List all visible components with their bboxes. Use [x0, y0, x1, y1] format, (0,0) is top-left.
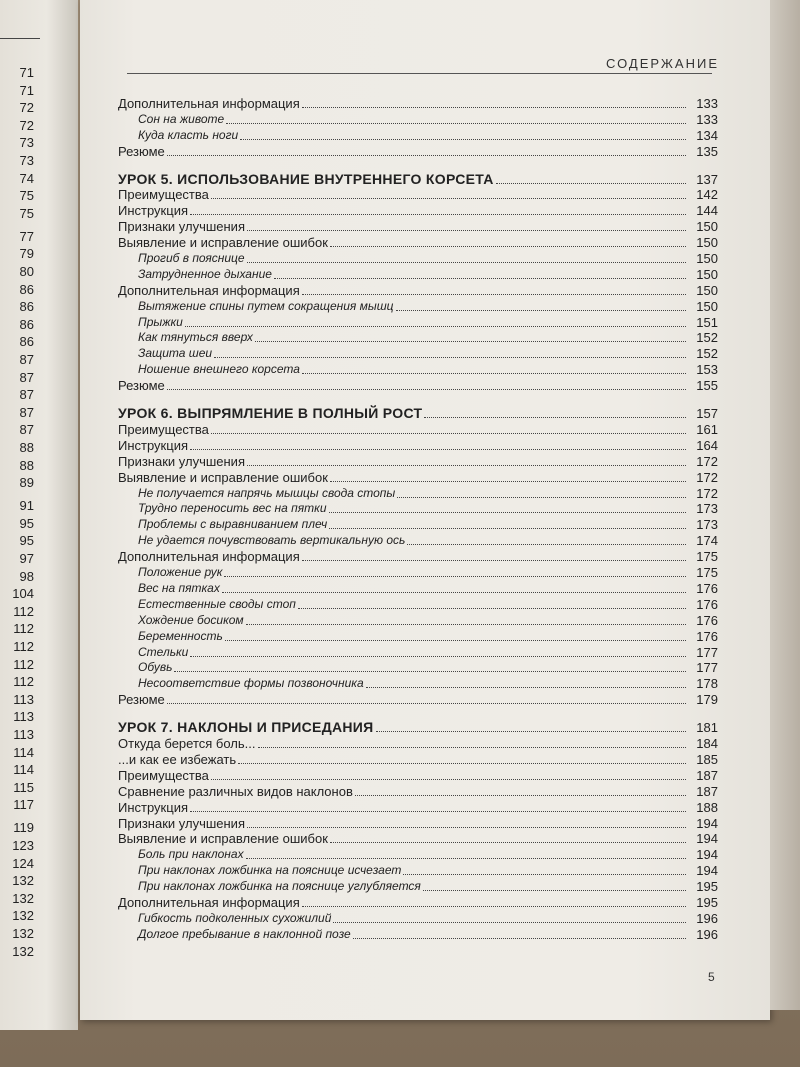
toc-entry-title: Преимущества [118, 767, 209, 783]
dot-leader [302, 906, 686, 907]
toc-entry [118, 453, 718, 469]
toc-entry-page: 195 [696, 879, 718, 895]
toc-entry-title: Прыжки [138, 314, 183, 329]
toc-subentry [118, 564, 718, 580]
left-page-number: 89 [19, 475, 34, 491]
dot-leader [329, 512, 686, 513]
toc-subentry [118, 314, 718, 330]
dot-leader [167, 389, 686, 390]
dot-leader [246, 624, 686, 625]
toc-entry-title: Положение рук [138, 565, 223, 580]
left-page-number: 123 [12, 838, 34, 853]
toc-entry-page: 172 [696, 469, 718, 485]
left-page-number: 74 [19, 170, 34, 186]
toc-entry [118, 548, 718, 564]
left-page-number: 132 [12, 890, 34, 906]
toc-entry [118, 377, 718, 393]
toc-entry [118, 691, 718, 707]
dot-leader [224, 576, 686, 577]
toc-entry-page: 175 [696, 549, 718, 565]
left-page-number: 72 [19, 100, 34, 116]
toc-entry-title: Не удается почувствовать вертикальную ось [138, 533, 406, 548]
dot-leader [211, 433, 686, 434]
toc-entry [118, 783, 718, 799]
toc-entry-page: 176 [696, 612, 718, 628]
toc-entry-title: Ношение внешнего корсета [138, 362, 300, 377]
toc-subentry [118, 127, 718, 143]
toc-subentry [118, 580, 718, 596]
toc-entry-title: Как тянуться вверх [138, 330, 253, 345]
toc-entry-page: 152 [696, 346, 718, 362]
toc-entry-page: 187 [696, 767, 718, 783]
dot-leader [302, 560, 686, 561]
left-page-number: 91 [19, 498, 34, 514]
left-page-number: 132 [12, 908, 34, 924]
left-page-number: 86 [19, 316, 34, 332]
toc-entry-page: 135 [696, 143, 718, 159]
dot-leader [247, 262, 686, 263]
dot-leader [190, 214, 686, 215]
left-page-number: 86 [19, 281, 34, 297]
toc-entry-title: Обувь [138, 660, 173, 675]
table-of-contents [118, 95, 718, 942]
dot-leader [211, 779, 686, 780]
toc-entry-title: Откуда берется боль... [118, 736, 256, 752]
toc-entry-page: 194 [696, 863, 718, 879]
toc-entry-page: 142 [696, 187, 718, 203]
dot-leader [424, 417, 686, 418]
toc-entry [118, 202, 718, 218]
toc-subentry [118, 910, 718, 926]
left-page-number: 132 [12, 943, 34, 959]
toc-entry-title: Долгое пребывание в наклонной позе [138, 926, 351, 941]
toc-entry-page: 152 [696, 330, 718, 346]
toc-lesson-heading [118, 713, 718, 735]
left-page-number: 117 [13, 797, 34, 813]
toc-entry [118, 437, 718, 453]
dot-leader [355, 795, 686, 796]
toc-entry-page: 173 [696, 517, 718, 533]
toc-subentry [118, 516, 718, 532]
toc-entry-page: 164 [696, 437, 718, 453]
toc-subentry [118, 926, 718, 942]
dot-leader [396, 310, 686, 311]
dot-leader [190, 449, 686, 450]
toc-subentry [118, 612, 718, 628]
left-page-rule [0, 38, 40, 39]
toc-entry-title: Гибкость подколенных сухожилий [138, 910, 332, 925]
left-page-number: 73 [19, 153, 34, 168]
left-page-number: 112 [13, 603, 34, 619]
toc-entry-title: Выявление и исправление ошибок [118, 235, 328, 251]
toc-entry-title: ...и как ее избежать [118, 751, 237, 767]
dot-leader [174, 671, 686, 672]
left-page-number: 132 [12, 926, 34, 941]
left-page-number: 112 [13, 639, 34, 654]
page-edge [770, 0, 800, 1010]
toc-subentry [118, 532, 718, 548]
toc-entry [118, 894, 718, 910]
dot-leader [376, 731, 686, 732]
left-page-number: 87 [19, 387, 34, 403]
toc-subentry [118, 345, 718, 361]
dot-leader [397, 497, 686, 498]
left-page-number: 112 [13, 656, 34, 672]
toc-entry-title: Стельки [138, 644, 189, 659]
left-page-number: 86 [19, 334, 34, 350]
toc-entry-page: 150 [696, 282, 718, 298]
dot-leader [407, 544, 686, 545]
toc-entry-title: Прогиб в пояснице [138, 251, 245, 266]
toc-entry-page: 133 [696, 111, 718, 127]
toc-entry-page: 150 [696, 266, 718, 282]
toc-entry [118, 767, 718, 783]
dot-leader [330, 246, 686, 247]
dot-leader [329, 528, 686, 529]
toc-entry-title: Дополнительная информация [118, 549, 300, 565]
toc-entry-page: 153 [696, 362, 718, 378]
toc-entry-title: Признаки улучшения [118, 453, 245, 469]
toc-entry-title: Выявление и исправление ошибок [118, 831, 328, 847]
toc-entry-page: 194 [696, 847, 718, 863]
left-page-number: 87 [19, 422, 34, 438]
toc-entry-page: 173 [696, 501, 718, 517]
left-page-number: 104 [12, 586, 34, 602]
toc-entry-page: 155 [696, 378, 718, 394]
left-page-number: 87 [19, 352, 34, 367]
toc-entry-page: 177 [696, 644, 718, 660]
toc-entry-page: 188 [696, 799, 718, 815]
dot-leader [190, 656, 686, 657]
toc-subentry [118, 330, 718, 346]
toc-subentry [118, 660, 718, 676]
toc-subentry [118, 628, 718, 644]
toc-entry-page: 172 [696, 485, 718, 501]
toc-entry-page: 172 [696, 453, 718, 469]
toc-subentry [118, 644, 718, 660]
dot-leader [190, 811, 686, 812]
dot-leader [246, 858, 686, 859]
left-page-number: 77 [19, 228, 34, 244]
dot-leader [167, 155, 686, 156]
toc-entry-page: 157 [696, 406, 718, 422]
toc-entry-title: Инструкция [118, 799, 188, 815]
toc-subentry [118, 596, 718, 612]
toc-entry-page: 179 [696, 692, 718, 708]
toc-entry-title: Инструкция [118, 203, 188, 219]
toc-entry-title: Резюме [118, 143, 165, 159]
toc-entry-page: 150 [696, 235, 718, 251]
dot-leader [211, 198, 686, 199]
toc-entry-title: Резюме [118, 692, 165, 708]
toc-entry-page: 194 [696, 831, 718, 847]
toc-entry-title: Выявление и исправление ошибок [118, 469, 328, 485]
toc-entry-title: Сравнение различных видов наклонов [118, 783, 353, 799]
left-page-number: 113 [13, 709, 34, 725]
dot-leader [366, 687, 686, 688]
dot-leader [423, 890, 686, 891]
toc-entry [118, 234, 718, 250]
dot-leader [167, 703, 686, 704]
toc-entry-title: Преимущества [118, 422, 209, 438]
dot-leader [225, 640, 686, 641]
toc-entry-page: 150 [696, 251, 718, 267]
left-page-number: 113 [13, 691, 34, 707]
toc-entry-title: Признаки улучшения [118, 815, 245, 831]
toc-entry [118, 815, 718, 831]
dot-leader [302, 294, 686, 295]
toc-entry-title: УРОК 7. НАКЛОНЫ И ПРИСЕДАНИЯ [118, 719, 374, 736]
toc-entry-title: Хождение босиком [138, 612, 244, 627]
toc-entry [118, 95, 718, 111]
toc-subentry [118, 485, 718, 501]
left-page-number: 88 [19, 457, 34, 473]
toc-entry-title: УРОК 6. ВЫПРЯМЛЕНИЕ В ПОЛНЫЙ РОСТ [118, 405, 423, 422]
toc-entry-page: 196 [696, 926, 718, 942]
toc-entry-page: 134 [696, 127, 718, 143]
toc-entry [118, 421, 718, 437]
left-page-number: 95 [19, 533, 34, 549]
toc-entry-page: 181 [696, 720, 718, 736]
toc-entry [118, 735, 718, 751]
dot-leader [255, 341, 686, 342]
toc-entry [118, 143, 718, 159]
toc-lesson-heading [118, 165, 718, 187]
toc-subentry [118, 675, 718, 691]
toc-entry-page: 195 [696, 894, 718, 910]
toc-entry-title: Дополнительная информация [118, 894, 300, 910]
dot-leader [353, 938, 686, 939]
left-page-number: 75 [19, 205, 34, 221]
running-head: СОДЕРЖАНИЕ [606, 56, 720, 71]
dot-leader [258, 747, 687, 748]
toc-lesson-heading [118, 399, 718, 421]
left-page-number: 75 [19, 188, 34, 204]
toc-entry-title: Признаки улучшения [118, 219, 245, 235]
toc-entry-title: Сон на животе [138, 111, 225, 126]
toc-entry-page: 176 [696, 628, 718, 644]
toc-entry-title: Защита шеи [138, 346, 213, 361]
dot-leader [302, 373, 686, 374]
left-page-number: 86 [19, 299, 34, 315]
left-page-number: 112 [13, 674, 34, 690]
left-page-number: 115 [13, 779, 34, 795]
dot-leader [185, 326, 686, 327]
toc-entry-title: При наклонах ложбинка на пояснице исчезает [138, 863, 402, 878]
dot-leader [238, 763, 686, 764]
toc-subentry [118, 501, 718, 517]
toc-entry-page: 176 [696, 580, 718, 596]
left-page-number: 95 [19, 515, 34, 531]
left-page-number: 71 [19, 82, 34, 98]
toc-subentry [118, 298, 718, 314]
toc-entry-title: Куда класть ноги [138, 127, 239, 142]
toc-entry-title: Несоответствие формы позвоночника [138, 676, 364, 691]
toc-entry-page: 194 [696, 815, 718, 831]
toc-subentry [118, 361, 718, 377]
toc-entry-title: Дополнительная информация [118, 282, 300, 298]
left-page-number: 112 [13, 621, 34, 637]
left-page-number: 72 [19, 117, 34, 133]
left-page [0, 0, 78, 1030]
toc-entry [118, 187, 718, 203]
dot-leader [247, 230, 686, 231]
dot-leader [333, 922, 686, 923]
left-page-number: 88 [19, 440, 34, 455]
toc-entry-title: Боль при наклонах [138, 847, 244, 862]
toc-entry [118, 218, 718, 234]
toc-entry-title: Инструкция [118, 437, 188, 453]
toc-entry-page: 133 [696, 95, 718, 111]
toc-entry [118, 831, 718, 847]
toc-entry-page: 161 [696, 422, 718, 438]
dot-leader [222, 592, 686, 593]
toc-subentry [118, 250, 718, 266]
toc-entry-page: 175 [696, 565, 718, 581]
toc-entry-page: 177 [696, 660, 718, 676]
toc-entry-title: Резюме [118, 378, 165, 394]
toc-subentry [118, 111, 718, 127]
toc-entry-page: 150 [696, 219, 718, 235]
left-page-number: 132 [12, 873, 34, 889]
left-page-number: 71 [19, 65, 34, 80]
toc-entry-page: 151 [696, 314, 718, 330]
left-page-number: 80 [19, 264, 34, 279]
left-page-number: 87 [19, 404, 34, 420]
left-page-number: 79 [19, 246, 34, 262]
dot-leader [298, 608, 686, 609]
toc-subentry [118, 266, 718, 282]
toc-entry-title: Проблемы с выравниванием плеч [138, 517, 328, 532]
dot-leader [226, 123, 686, 124]
toc-entry-title: Не получается напрячь мышцы свода стопы [138, 485, 396, 500]
toc-entry-page: 178 [696, 676, 718, 692]
toc-entry-title: УРОК 5. ИСПОЛЬЗОВАНИЕ ВНУТРЕННЕГО КОРСЕТА [118, 170, 494, 187]
toc-entry-page: 150 [696, 298, 718, 314]
toc-entry-title: Вес на пятках [138, 580, 220, 595]
toc-entry-page: 185 [696, 751, 718, 767]
left-page-number: 119 [13, 820, 34, 836]
header-rule [127, 73, 712, 74]
toc-subentry [118, 862, 718, 878]
toc-entry [118, 751, 718, 767]
dot-leader [403, 874, 686, 875]
toc-entry-title: Трудно переносить вес на пятки [138, 501, 327, 516]
toc-entry [118, 469, 718, 485]
dot-leader [302, 107, 686, 108]
toc-entry-title: Вытяжение спины путем сокращения мышц [138, 298, 394, 313]
toc-subentry [118, 846, 718, 862]
toc-entry-title: Естественные своды стоп [138, 596, 296, 611]
dot-leader [496, 183, 686, 184]
toc-entry-page: 184 [696, 736, 718, 752]
left-page-number: 87 [19, 369, 34, 385]
toc-entry-page: 196 [696, 910, 718, 926]
dot-leader [330, 481, 686, 482]
toc-entry-page: 144 [696, 203, 718, 219]
dot-leader [247, 465, 686, 466]
toc-entry [118, 282, 718, 298]
left-page-number: 114 [13, 744, 34, 760]
left-page-number: 98 [19, 568, 34, 584]
toc-entry-title: Преимущества [118, 187, 209, 203]
toc-subentry [118, 878, 718, 894]
left-page-number: 73 [19, 135, 34, 151]
toc-entry-page: 137 [696, 171, 718, 187]
left-page-number: 97 [19, 551, 34, 566]
dot-leader [274, 278, 686, 279]
dot-leader [214, 357, 686, 358]
left-page-number: 113 [13, 727, 34, 742]
toc-entry-title: Беременность [138, 628, 223, 643]
toc-entry-title: Дополнительная информация [118, 95, 300, 111]
left-page-number: 114 [13, 762, 34, 778]
toc-entry-page: 174 [696, 533, 718, 549]
dot-leader [247, 827, 686, 828]
page-number: 5 [708, 970, 715, 984]
toc-entry-page: 187 [696, 783, 718, 799]
toc-entry-title: Затрудненное дыхание [138, 266, 272, 281]
toc-entry-page: 176 [696, 596, 718, 612]
dot-leader [330, 842, 686, 843]
left-page-number: 124 [12, 855, 34, 871]
toc-entry [118, 799, 718, 815]
dot-leader [240, 139, 686, 140]
toc-entry-title: При наклонах ложбинка на пояснице углубляется [138, 879, 421, 894]
